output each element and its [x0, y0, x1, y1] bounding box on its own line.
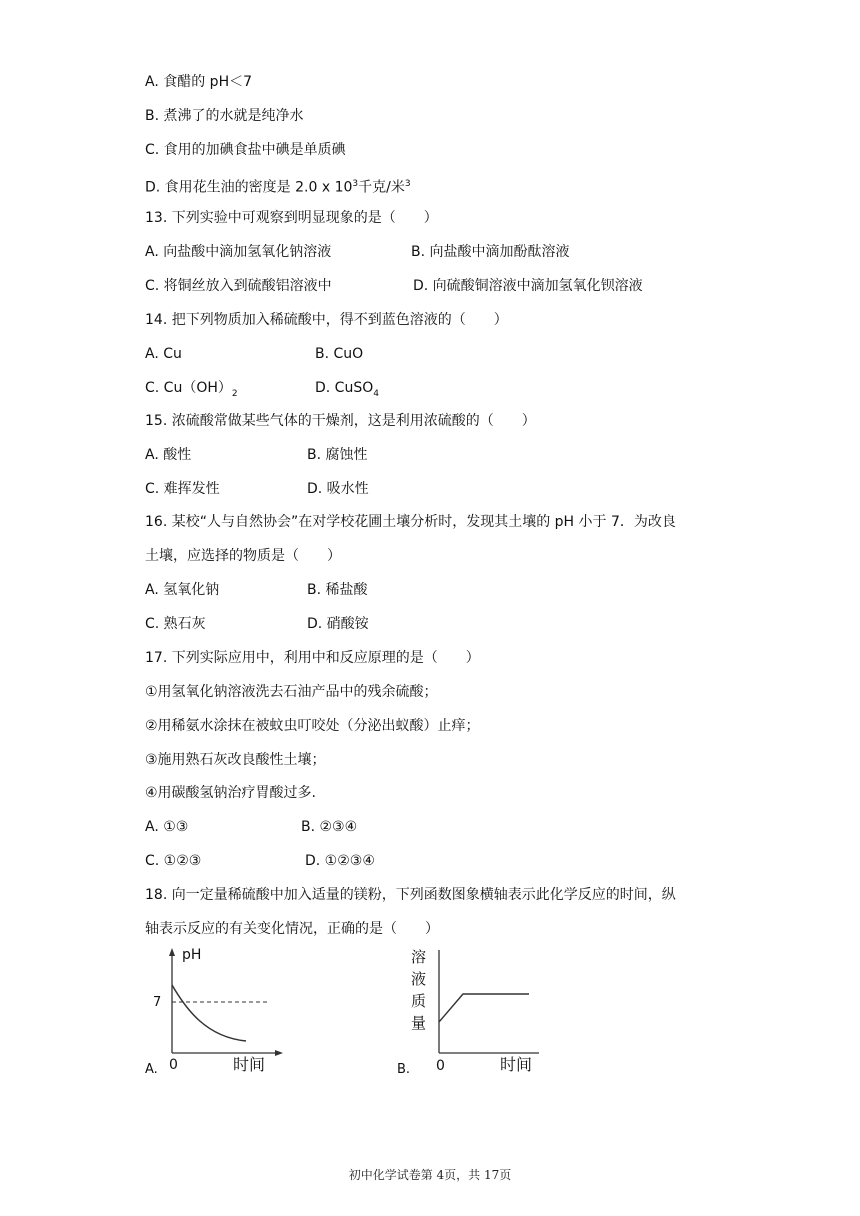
q17-option-b: B. ②③④: [301, 819, 358, 835]
graph-a-xlabel: 时间: [233, 1055, 266, 1074]
graph-b-xlabel: 时间: [500, 1055, 533, 1074]
q12-option-d-exponent: 3: [352, 179, 359, 189]
graph-a-origin: 0: [169, 1057, 178, 1073]
q13-option-c: C. 将铜丝放入到硫酸铝溶液中: [145, 278, 332, 294]
q13-stem: 13. 下列实验中可观察到明显现象的是（ ）: [145, 210, 438, 226]
q13-option-a: A. 向盐酸中滴加氢氧化钠溶液: [145, 244, 332, 260]
q16-option-c: C. 熟石灰: [145, 616, 206, 632]
graph-b-ylabel-3: 质: [411, 992, 427, 1010]
q18-option-b-label: B.: [397, 1062, 411, 1077]
q12-option-d: [145, 175, 411, 197]
q14-option-c-text: C. Cu（OH）: [145, 380, 232, 396]
q12-option-d-unit: 千克/米: [358, 179, 405, 196]
q18-graph-b: [405, 945, 545, 1084]
graph-b-origin: 0: [436, 1058, 445, 1074]
q18-stem-line1: 18. 向一定量稀硫酸中加入适量的镁粉，下列函数图象横轴表示此化学反应的时间，纵: [145, 887, 676, 903]
q12-option-a: A. 食醋的 pH＜7: [145, 74, 253, 90]
graph-a-ylabel: pH: [182, 947, 202, 963]
q14-option-c-subscript: 2: [231, 388, 238, 399]
graph-b-ylabel-1: 溶: [411, 948, 427, 966]
q16-stem-line2: 土壤，应选择的物质是（ ）: [145, 548, 341, 564]
graph-b-ylabel-4: 量: [411, 1014, 427, 1032]
q14-stem: 14. 把下列物质加入稀硫酸中，得不到蓝色溶液的（ ）: [145, 312, 508, 328]
q16-stem-line1: 16. 某校“人与自然协会”在对学校花圃土壤分析时，发现其土壤的 pH 小于 7．为改良: [145, 514, 676, 530]
graph-a-y-arrow: [169, 948, 175, 956]
q16-option-b: B. 稀盐酸: [307, 582, 368, 598]
q15-option-c: C. 难挥发性: [145, 481, 220, 497]
graph-a-x-arrow: [275, 1050, 283, 1056]
q16-option-d: D. 硝酸铵: [307, 616, 369, 632]
q15-option-a: A. 酸性: [145, 447, 192, 463]
q14-option-c: [145, 379, 238, 403]
q14-option-d-subscript: 4: [373, 388, 379, 399]
q17-option-c: C. ①②③: [145, 853, 202, 869]
q13-option-d: D. 向硫酸铜溶液中滴加氢氧化钡溶液: [413, 278, 643, 294]
q18-option-a-label: A.: [145, 1062, 158, 1077]
q17-stem: 17. 下列实际应用中，利用中和反应原理的是（ ）: [145, 650, 480, 666]
q14-option-a: A. Cu: [145, 346, 182, 362]
q12-option-d-unit-exponent: 3: [404, 179, 411, 189]
q18-stem-line2: 轴表示反应的有关变化情况，正确的是（ ）: [145, 921, 439, 937]
q17-item-2: ②用稀氨水涂抹在被蚊虫叮咬处（分泌出蚁酸）止痒；: [145, 718, 480, 734]
q17-item-3: ③施用熟石灰改良酸性土壤；: [145, 752, 326, 768]
q12-option-c: C. 食用的加碘食盐中碘是单质碘: [145, 142, 346, 158]
q17-option-a: A. ①③: [145, 819, 189, 835]
q16-option-a: A. 氢氧化钠: [145, 582, 220, 598]
graph-b-line: [439, 994, 529, 1022]
q18-graph-a: [150, 945, 290, 1084]
q15-option-d: D. 吸水性: [307, 481, 369, 497]
q17-item-4: ④用碳酸氢钠治疗胃酸过多.: [145, 785, 317, 801]
page-footer: 初中化学试卷第 4页，共 17页: [348, 1168, 512, 1182]
q14-option-d-text: D. CuSO: [315, 380, 374, 396]
q15-option-b: B. 腐蚀性: [307, 447, 368, 463]
q17-item-1: ①用氢氧化钠溶液洗去石油产品中的残余硫酸；: [145, 684, 438, 700]
graph-a-curve: [172, 985, 246, 1041]
q12-option-d-text: D. 食用花生油的密度是 2.0 x 10: [145, 179, 353, 196]
q17-option-d: D. ①②③④: [305, 853, 375, 869]
q13-option-b: B. 向盐酸中滴加酚酞溶液: [411, 244, 570, 260]
graph-b-ylabel-2: 液: [411, 970, 427, 988]
graph-a-ref-label: 7: [153, 995, 162, 1010]
q15-stem: 15. 浓硫酸常做某些气体的干燥剂，这是利用浓硫酸的（ ）: [145, 413, 536, 429]
q14-option-d: [315, 379, 379, 403]
q12-option-b: B. 煮沸了的水就是纯净水: [145, 108, 304, 124]
q14-option-b: B. CuO: [315, 346, 364, 362]
